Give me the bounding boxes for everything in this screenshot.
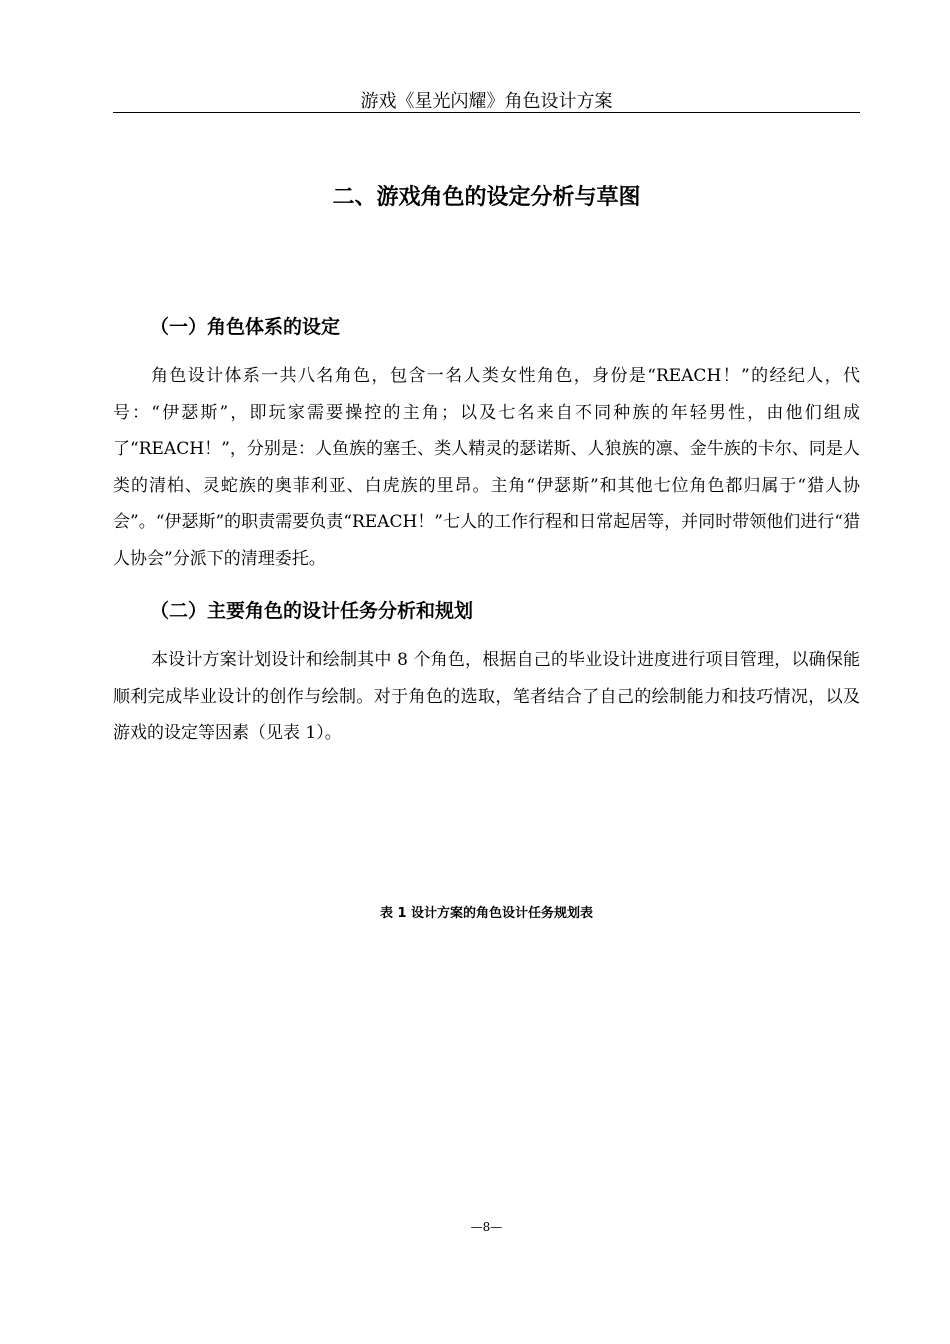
table-caption: 表 1 设计方案的角色设计任务规划表 <box>379 906 594 921</box>
header-divider <box>113 112 860 113</box>
chapter-title: 二、游戏角色的设定分析与草图 <box>332 185 641 210</box>
section-title-task-analysis: （二）主要角色的设计任务分析和规划 <box>150 600 474 622</box>
section-title-role-system: （一）角色体系的设定 <box>150 316 341 338</box>
page-number: —8— <box>470 1220 503 1234</box>
paragraph-role-system: 角色设计体系一共八名角色，包含一名人类女性角色，身份是“REACH！”的经纪人，代号：“伊瑟斯”，即玩家需要操控的主角；以及七名来自不同种族的年轻男性，由他们组成了“REACH！”，分别是：人鱼族的塞壬、类人精灵的瑟诺斯、人狼族的凛、金牛族的卡尔、同是人类的清柏、灵蛇族的奥菲利亚、白虎族的里昂。主角“伊瑟斯”和其他七位角色都归属于“猎人协会”。“伊瑟斯”的职责需要负责“REACH！”七人的工作行程和日常起居等，并同时带领他们进行“猎人协会”分派下的清理委托。 <box>113 366 860 569</box>
paragraph-task-analysis: 本设计方案计划设计和绘制其中 8 个角色，根据自己的毕业设计进度进行项目管理，以确保能顺利完成毕业设计的创作与绘制。对于角色的选取，笔者结合了自己的绘制能力和技巧情况，以及游戏的设定等因素（见表 1）。 <box>113 650 860 744</box>
running-header: 游戏《星光闪耀》角色设计方案 <box>360 91 613 112</box>
